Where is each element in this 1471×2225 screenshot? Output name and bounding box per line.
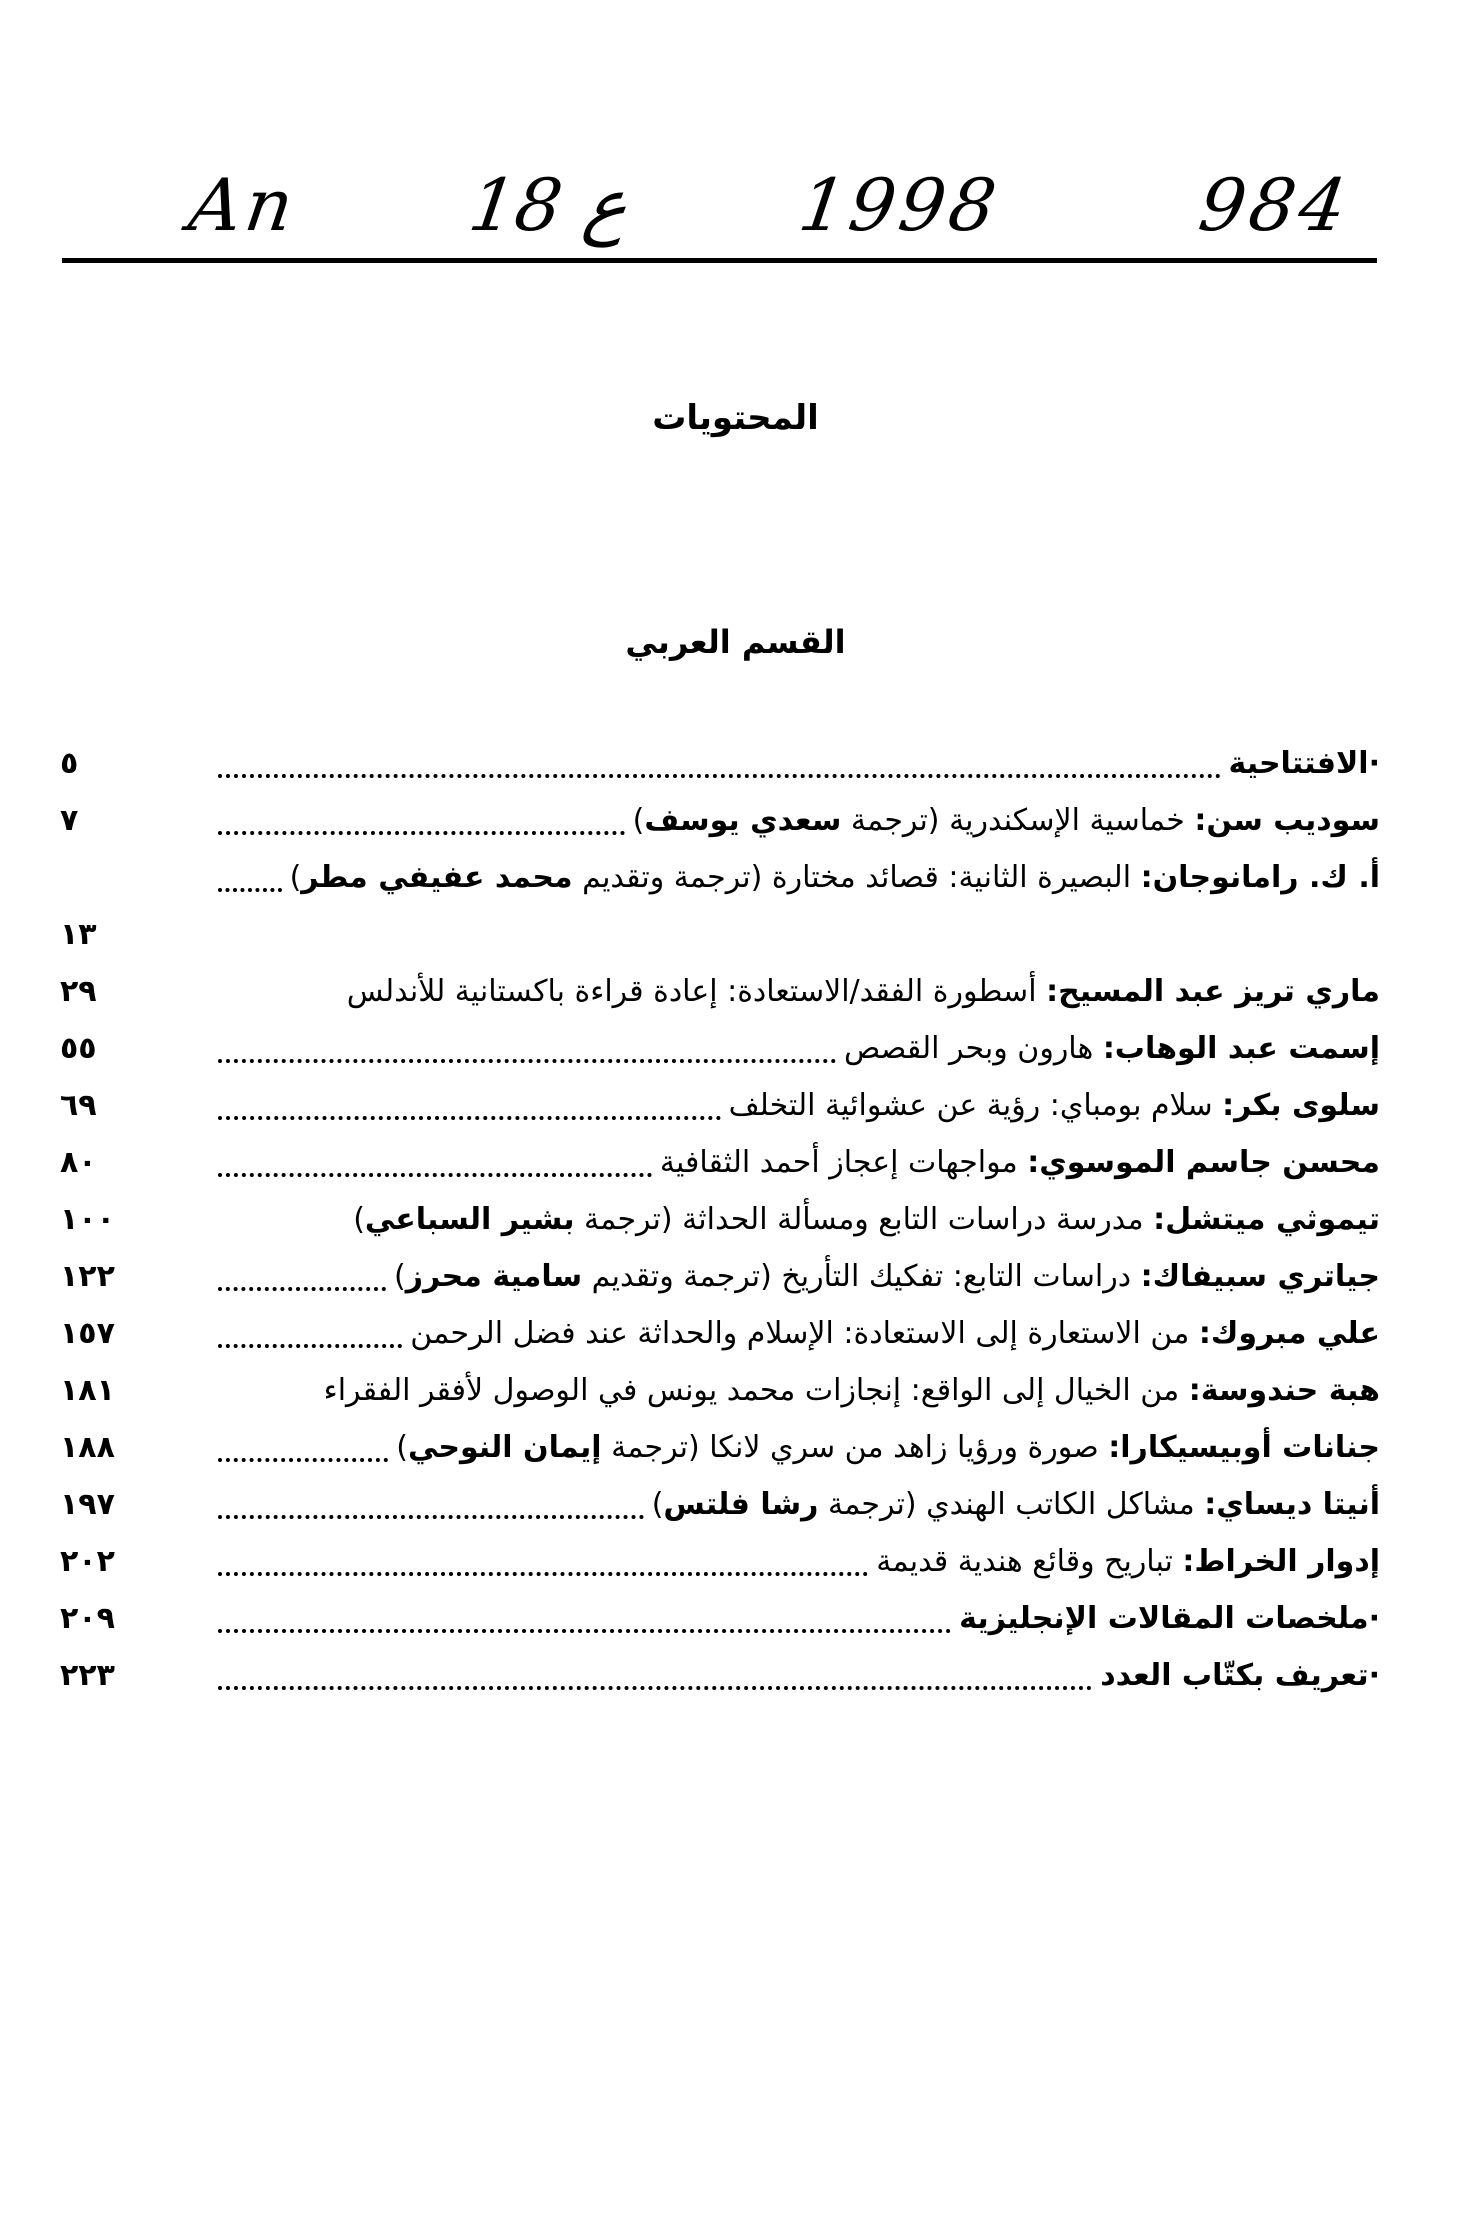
entry-title: مشاكل الكاتب الهندي — [926, 1487, 1195, 1522]
entry-author: علي مبروك: — [1198, 1316, 1380, 1351]
toc-entry-text — [170, 1419, 1380, 1476]
page-number: ٢٠٢ — [60, 1544, 115, 1579]
translator-prefix: (ترجمة — [850, 803, 940, 838]
entry-title: سلام بومباي: رؤية عن عشوائية التخلف — [728, 1088, 1213, 1123]
handwritten-mark: An — [184, 163, 303, 247]
entry-author: أ. ك. رامانوجان: — [1140, 860, 1380, 895]
entry-suffix: ) — [396, 1430, 409, 1465]
bullet-icon: · — [1368, 1658, 1380, 1693]
page-number: ٧ — [60, 803, 79, 838]
toc-entry[interactable] — [60, 1533, 1380, 1590]
toc-entry[interactable] — [60, 1248, 1380, 1305]
page-number: ١٢٢ — [60, 1259, 115, 1294]
translator-prefix: (ترجمة وتقديم — [582, 860, 763, 895]
toc-entry-text — [170, 1305, 1380, 1362]
toc-entry-text — [170, 1191, 1380, 1248]
entry-title: مواجهات إعجاز أحمد الثقافية — [659, 1145, 1018, 1180]
toc-entry[interactable] — [60, 963, 1380, 1020]
toc-entry[interactable] — [60, 1305, 1380, 1362]
bullet-icon: · — [1368, 746, 1380, 781]
dot-leader — [218, 1344, 402, 1348]
toc-entry[interactable] — [60, 1191, 1380, 1248]
entry-title: صورة ورؤيا زاهد من سري لانكا — [709, 1430, 1099, 1465]
page-number: ٥ — [60, 746, 79, 781]
dot-leader — [218, 1572, 868, 1576]
handwritten-mark: 1998 — [794, 163, 1006, 247]
page-number: ٢٩ — [60, 974, 97, 1009]
header-divider — [62, 258, 1377, 263]
entry-title: دراسات التابع: تفكيك التأريخ — [781, 1259, 1132, 1294]
entry-title: البصيرة الثانية: قصائد مختارة — [771, 860, 1132, 895]
entry-author: إدوار الخراط: — [1182, 1544, 1380, 1579]
toc-entry-text — [170, 1020, 1380, 1077]
dot-leader — [218, 1686, 1092, 1690]
toc-entry[interactable] — [60, 1134, 1380, 1191]
dot-leader — [218, 1059, 836, 1063]
entry-title: أسطورة الفقد/الاستعادة: إعادة قراءة باكستانية للأندلس — [346, 974, 1037, 1009]
handwritten-mark: 984 — [1194, 163, 1356, 247]
entry-suffix: ) — [632, 803, 645, 838]
entry-translator: بشير السباعي — [364, 1202, 575, 1237]
dot-leader — [218, 1629, 951, 1633]
toc-entry-text — [170, 735, 1380, 792]
dot-leader — [218, 1173, 652, 1177]
dot-leader — [218, 831, 625, 835]
table-of-contents — [60, 735, 1380, 1704]
toc-entry[interactable] — [60, 1590, 1380, 1647]
page-number: ١٠٠ — [60, 1202, 115, 1237]
entry-title: تعريف بكتّاب العدد — [1100, 1658, 1369, 1693]
entry-author: محسن جاسم الموسوي: — [1027, 1145, 1380, 1180]
toc-entry-text — [170, 1362, 1380, 1419]
entry-suffix: ) — [353, 1202, 365, 1237]
entry-translator: محمد عفيفي مطر — [301, 860, 573, 895]
toc-entry-text — [170, 1647, 1380, 1704]
entry-suffix: ) — [651, 1487, 664, 1522]
bullet-icon: · — [1368, 1601, 1380, 1636]
toc-entry[interactable] — [60, 1020, 1380, 1077]
entry-author: جنانات أوبيسيكارا: — [1108, 1430, 1380, 1465]
entry-author: أنيتا ديساي: — [1204, 1487, 1380, 1522]
handwritten-catalog-header — [0, 150, 1471, 260]
toc-entry-text — [170, 1077, 1380, 1134]
toc-entry-text — [170, 849, 1380, 906]
entry-title: مدرسة دراسات التابع ومسألة الحداثة — [682, 1202, 1144, 1237]
toc-entry[interactable] — [60, 1476, 1380, 1533]
toc-entry[interactable] — [60, 792, 1380, 849]
entry-title: ملخصات المقالات الإنجليزية — [959, 1601, 1369, 1636]
entry-title: من الاستعارة إلى الاستعادة: الإسلام والحداثة عند فضل الرحمن — [410, 1316, 1190, 1351]
dot-leader — [218, 1458, 388, 1462]
entry-title: تباريح وقائع هندية قديمة — [876, 1544, 1173, 1579]
dot-leader — [218, 1515, 644, 1519]
entry-author: تيموثي ميتشل: — [1153, 1202, 1380, 1237]
entry-suffix: ) — [289, 860, 302, 895]
toc-entry-text — [170, 963, 1380, 1020]
entry-title: خماسية الإسكندرية — [949, 803, 1185, 838]
page-number: ٥٥ — [60, 1031, 97, 1066]
entry-author: سوديب سن: — [1194, 803, 1380, 838]
entry-suffix: ) — [394, 1259, 406, 1294]
page-number: ٨٠ — [60, 1145, 97, 1180]
toc-entry[interactable] — [60, 1077, 1380, 1134]
toc-entry[interactable] — [60, 1362, 1380, 1419]
entry-author: ماري تريز عبد المسيح: — [1046, 974, 1380, 1009]
toc-entry-text — [170, 1533, 1380, 1590]
page-number: ١٨٨ — [60, 1430, 115, 1465]
toc-entry-text — [170, 1590, 1380, 1647]
entry-title: من الخيال إلى الواقع: إنجازات محمد يونس في الوصول لأفقر الفقراء — [323, 1373, 1180, 1408]
entry-title: هارون وبحر القصص — [844, 1031, 1094, 1066]
toc-entry[interactable] — [60, 1647, 1380, 1704]
entry-translator: رشا فلتس — [663, 1487, 819, 1522]
page-number: ٦٩ — [60, 1088, 97, 1123]
toc-entry-text — [170, 1134, 1380, 1191]
toc-entry[interactable] — [60, 849, 1380, 963]
translator-prefix: (ترجمة وتقديم — [591, 1259, 772, 1294]
handwritten-mark: 18 ع — [464, 163, 634, 247]
translator-prefix: (ترجمة — [827, 1487, 917, 1522]
entry-author: سلوى بكر: — [1222, 1088, 1380, 1123]
page-number: ١٥٧ — [60, 1316, 115, 1351]
entry-title: الافتتاحية — [1228, 746, 1369, 781]
dot-leader — [218, 774, 1221, 778]
entry-author: هبة حندوسة: — [1188, 1373, 1380, 1408]
translator-prefix: (ترجمة — [584, 1202, 673, 1237]
entry-translator: سامية محرز — [405, 1259, 583, 1294]
toc-entry[interactable] — [60, 1419, 1380, 1476]
page-number: ٢٢٣ — [60, 1658, 115, 1693]
toc-entry-text — [170, 1476, 1380, 1533]
translator-prefix: (ترجمة — [611, 1430, 700, 1465]
dot-leader — [218, 1116, 721, 1120]
page-title: المحتويات — [652, 397, 819, 438]
page-number: ١٩٧ — [60, 1487, 115, 1522]
dot-leader — [218, 888, 282, 892]
toc-entry-text — [170, 1248, 1380, 1305]
entry-author: إسمت عبد الوهاب: — [1102, 1031, 1380, 1066]
entry-translator: سعدي يوسف — [644, 803, 842, 838]
page-number: ١٣ — [60, 917, 97, 952]
page-number: ١٨١ — [60, 1373, 115, 1408]
toc-entry[interactable] — [60, 735, 1380, 792]
entry-translator: إيمان النوحي — [408, 1430, 602, 1465]
dot-leader — [218, 1287, 386, 1291]
entry-author: جياتري سبيفاك: — [1140, 1259, 1380, 1294]
toc-entry-text — [170, 792, 1380, 849]
section-title: القسم العربي — [625, 622, 846, 661]
page-number: ٢٠٩ — [60, 1601, 115, 1636]
